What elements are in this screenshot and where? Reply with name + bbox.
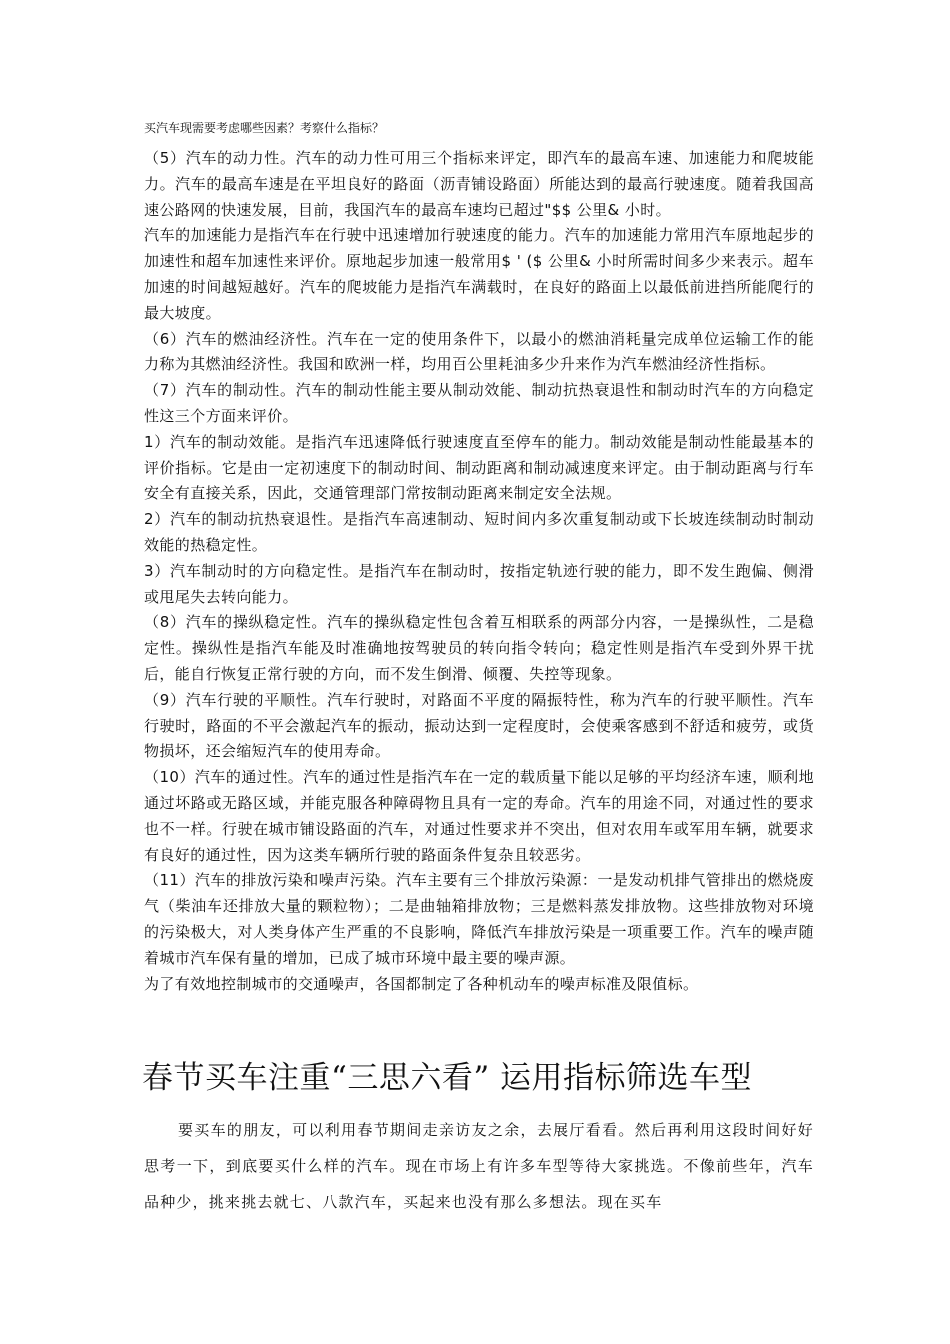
body-text-block <box>144 146 814 997</box>
document-subtitle: 买汽车现需要考虑哪些因素？考察什么指标？ <box>144 121 385 135</box>
paragraph-passability: （10）汽车的通过性。汽车的通过性是指汽车在一定的载质量下能以足够的平均经济车速，顺利地通过坏路或无路区域，并能克服各种障碍物且具有一定的寿命。汽车的用途不同，对通过性的要求也不一样。行驶在城市铺设路面的汽车，对通过性要求并不突出，但对农用车或军用车辆，就要求有良好的通过性，因为这类车辆所行驶的路面条件复杂且较恶劣。 <box>144 768 814 864</box>
section-heading: 春节买车注重“三思六看” 运用指标筛选车型 <box>142 1060 753 1096</box>
paragraph-power: （5）汽车的动力性。汽车的动力性可用三个指标来评定，即汽车的最高车速、加速能力和爬坡能力。汽车的最高车速是在平坦良好的路面（沥青铺设路面）所能达到的最高行驶速度。随着我国高速公路网的快速发展，目前，我国汽车的最高车速均已超过"$$ 公里& 小时。 <box>144 149 814 219</box>
paragraph-noise-standards: 为了有效地控制城市的交通噪声，各国都制定了各种机动车的噪声标准及限值标。 <box>144 974 699 993</box>
paragraph-brake-stability: 3）汽车制动时的方向稳定性。是指汽车在制动时，按指定轨迹行驶的能力，即不发生跑偏、侧滑或甩尾失去转向能力。 <box>144 561 814 606</box>
paragraph-brake-fade: 2）汽车的制动抗热衰退性。是指汽车高速制动、短时间内多次重复制动或下长坡连续制动时制动效能的热稳定性。 <box>144 510 814 554</box>
paragraph-braking: （7）汽车的制动性。汽车的制动性能主要从制动效能、制动抗热衰退性和制动时汽车的方向稳定性这三个方面来评价。 <box>144 381 814 425</box>
intro-paragraph: 要买车的朋友，可以利用春节期间走亲访友之余，去展厅看看。然后再利用这段时间好好思考一下，到底要买什么样的汽车。现在市场上有许多车型等待大家挑选。不像前些年，汽车品种少，挑来挑去就七、八款汽车，买起来也没有那么多想法。现在买车 <box>144 1121 814 1211</box>
paragraph-emissions: （11）汽车的排放污染和噪声污染。汽车主要有三个排放污染源：一是发动机排气管排出的燃烧废气（柴油车还排放大量的颗粒物）；二是曲轴箱排放物；三是燃料蒸发排放物。这些排放物对环境的污染极大，对人类身体产生严重的不良影响，降低汽车排放污染是一项重要工作。汽车的噪声随着城市汽车保有量的增加，已成了城市环境中最主要的噪声源。 <box>144 871 814 967</box>
paragraph-fuel-economy: （6）汽车的燃油经济性。汽车在一定的使用条件下，以最小的燃油消耗量完成单位运输工作的能力称为其燃油经济性。我国和欧洲一样，均用百公里耗油多少升来作为汽车燃油经济性指标。 <box>144 329 814 374</box>
paragraph-braking-efficiency: 1）汽车的制动效能。是指汽车迅速降低行驶速度直至停车的能力。制动效能是制动性能最基本的评价指标。它是由一定初速度下的制动时间、制动距离和制动减速度来评定。由于制动距离与行车安全有直接关系，因此，交通管理部门常按制动距离来制定安全法规。 <box>144 432 814 503</box>
paragraph-ride-comfort: （9）汽车行驶的平顺性。汽车行驶时，对路面不平度的隔振特性，称为汽车的行驶平顺性。汽车行驶时，路面的不平会激起汽车的振动，振动达到一定程度时，会使乘客感到不舒适和疲劳，或货物损坏，还会缩短汽车的使用寿命。 <box>144 690 814 761</box>
paragraph-handling: （8）汽车的操纵稳定性。汽车的操纵稳定性包含着互相联系的两部分内容，一是操纵性，二是稳定性。操纵性是指汽车能及时准确地按驾驶员的转向指令转向；稳定性则是指汽车受到外界干扰后，能自行恢复正常行驶的方向，而不发生倒滑、倾覆、失控等现象。 <box>144 613 814 683</box>
paragraph-acceleration: 汽车的加速能力是指汽车在行驶中迅速增加行驶速度的能力。汽车的加速能力常用汽车原地起步的加速性和超车加速性来评价。原地起步加速一般常用$ ' ($ 公里& 小时所需时间多少来表示。超车加速的时间越短越好。汽车的爬坡能力是指汽车满载时，在良好的路面上以最低前进挡所能爬行的最大坡度。 <box>144 226 814 322</box>
